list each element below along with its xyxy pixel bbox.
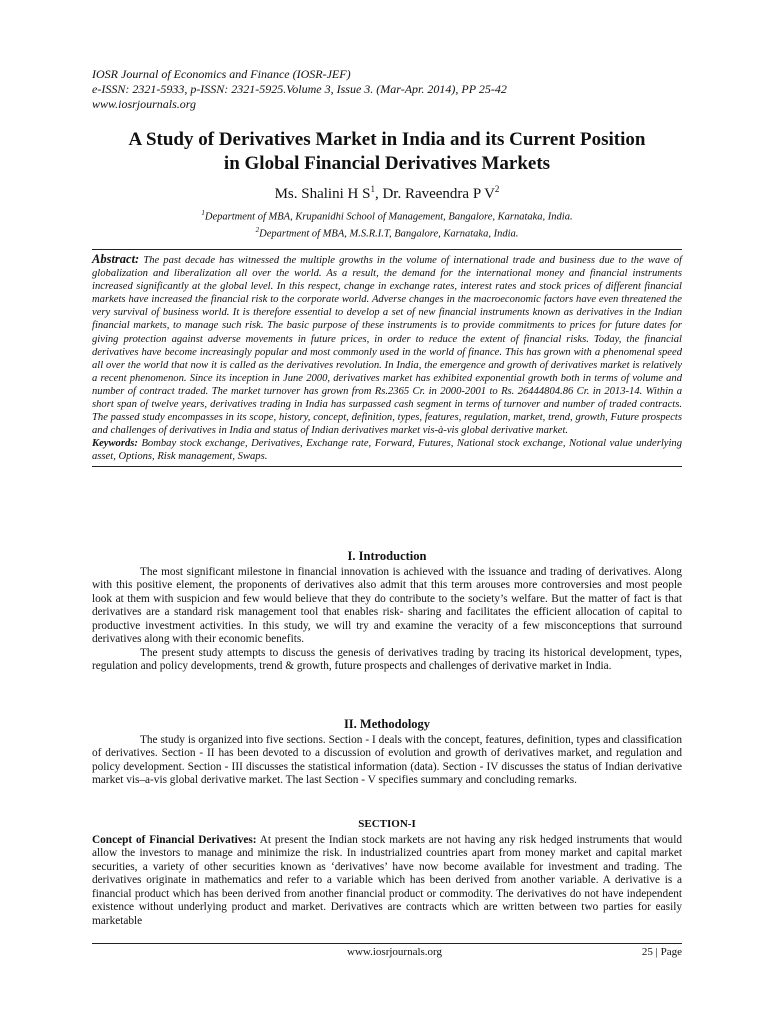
author-1: Ms. Shalini H S [274,186,371,202]
page-footer [92,943,682,958]
author-2-affil-mark: 2 [494,184,500,194]
affiliation-1-mark: 1 [201,209,205,217]
author-separator: , [374,186,383,202]
abstract-block [92,249,682,467]
methodology-paragraph: The study is organized into five sections. Section - I deals with the concept, features, definition, types and classification of derivatives. Section - II has been devoted to a discussion of evolution and growth of derivatives market, and regulation and policy development. Section - III discusses the statistical information (data). Section - IV discusses the status of Indian derivative market vis–a-vis global derivative market. The last Section - V specifies summary and concluding remarks. [92,733,682,787]
journal-issn: e-ISSN: 2321-5933, p-ISSN: 2321-5925.Volume 3, Issue 3. (Mar-Apr. 2014), PP 25-42 [92,82,507,96]
affiliation-2-text: Department of MBA, M.S.R.I.T, Bangalore, Karnataka, India. [259,228,519,239]
footer-page-number: 25 | Page [641,946,682,958]
section-1 [92,818,682,928]
footer-website: www.iosrjournals.org [347,946,443,958]
methodology-heading: II. Methodology [343,717,431,731]
keywords-text: Bombay stock exchange, Derivatives, Exchange rate, Forward, Futures, National stock exchange, Notional value underlying asset, Options, Risk management, Swaps. [92,438,682,463]
introduction-paragraph-2: The present study attempts to discuss the genesis of derivatives trading by tracing its historical development, types, regulation and policy developments, trend & growth, future prospects and challenges of derivative market in India. [92,646,682,673]
paper-title [92,128,682,176]
abstract [92,253,682,437]
keywords [92,437,682,463]
affiliation-2-mark: 2 [255,225,260,234]
keywords-label: Keywords: [92,438,138,450]
section-1-lead: Concept of Financial Derivatives: [92,833,257,846]
title-line-2: in Global Financial Derivatives Markets [223,153,551,174]
journal-header [92,67,682,112]
section-1-text: At present the Indian stock markets are not having any risk hedged instruments that would allow the investors to manage and minimize the risk. In industrialized countries apart from money market and capital market securities, a variety of other securities known as ‘derivatives’ have now become available for investment and trading. The derivatives originate in mathematics and refer to a variable which has been derived from another variable. A derivative is a financial product which has been derived from another financial product or commodity. The derivatives do not have independent existence without underlying product and market. Derivatives are contracts which are written between two parties for easily marketable [92,833,682,927]
section-1-heading: SECTION-I [358,818,416,830]
journal-name: IOSR Journal of Economics and Finance (IOSR-JEF) [92,67,351,81]
affiliations [92,207,682,240]
author-1-affil-mark: 1 [370,184,375,194]
abstract-text: The past decade has witnessed the multiple growths in the volume of international trade and business due to the wave of globalization and liberalization all over the world. As a result, the demand for the international money and financial instruments increased significantly at the global level. In this respect, change in exchange rates, interest rates and stock prices of different financial markets have increased the financial risk to the corporate world. Adverse changes in the macroeconomic factors have even threatened the very survival of business world. It is therefore essential to develop a set of new financial instruments known as derivatives in the Indian financial markets, to manage such risk. The basic purpose of these instruments is to provide commitments to prices for future dates for giving protection against adverse movements in future prices, in order to reduce the extent of financial risks. Today, the financial derivatives have become increasingly popular and most commonly used in the world of finance. This has grown with a phenomenal speed all over the world that now it is called as the derivatives revolution. In India, the emergence and growth of derivatives market is relatively a recent phenomenon. Since its inception in June 2000, derivatives market has exhibited exponential growth both in terms of volume and number of contract traded. The market turnover has grown from Rs.2365 Cr. in 2000-2001 to Rs. 26444804.86 Cr. in 2013-14. Within a short span of twelve years, derivatives trading in India has surpassed cash segment in terms of turnover and number of traded contracts. The passed study encompasses in its scope, history, concept, definition, types, features, regulation, market, trend, growth, Future prospects and challenges of derivatives in India and status of Indian derivatives market vis-à-vis global derivative market. [92,255,682,437]
author-list [92,180,682,203]
methodology-section [92,718,682,788]
affiliation-1 [92,207,682,224]
section-1-paragraph [92,834,682,929]
abstract-label: Abstract: [92,252,140,266]
introduction-heading: I. Introduction [347,549,427,563]
introduction-paragraph-1: The most significant milestone in financial innovation is achieved with the issuance and trading of derivatives. Along with this positive element, the proponents of derivatives also admit that this term arouses more controversies and most people look at them with suspicion and few would believe that they do contribute to the society’s welfare. But the matter of fact is that derivatives are a standard risk management tool that enables risk- sharing and facilitates the efficient allocation of capital to productive investment activities. In this study, we will try and examine the veracity of a few misconceptions that surround derivatives along with their economic benefits. [92,565,682,646]
affiliation-2 [92,224,682,241]
title-line-1: A Study of Derivatives Market in India and its Current Position [128,129,646,150]
journal-url: www.iosrjournals.org [92,97,197,111]
author-2: Dr. Raveendra P V [382,186,495,202]
introduction-section [92,550,682,674]
affiliation-1-text: Department of MBA, Krupanidhi School of Management, Bangalore, Karnataka, India. [204,211,573,223]
